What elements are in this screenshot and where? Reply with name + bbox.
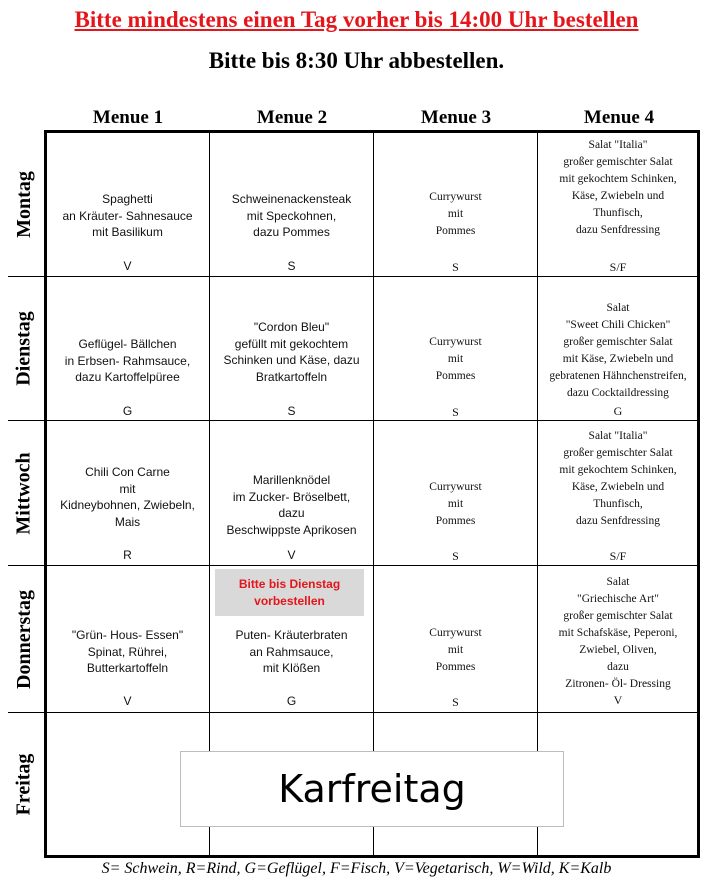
dish-line: dazu Senfdressing: [576, 224, 660, 236]
dish-line: Marillenknödel: [252, 473, 331, 487]
dish-line: Schweinenackensteak: [231, 192, 352, 206]
dish-line: großer gemischter Salat: [563, 336, 673, 348]
column-header-menue-4: Menue 4: [583, 107, 655, 128]
menu-cell: [374, 132, 537, 276]
day-label-montag: Montag: [12, 170, 35, 238]
dish-description: [538, 300, 698, 402]
preorder-note: [215, 569, 364, 616]
dish-line: dazu: [278, 506, 305, 520]
dish-line: Salat "Italia": [588, 139, 648, 151]
dish-line: an Kräuter- Sahnesauce: [62, 208, 193, 223]
dish-description: [46, 464, 209, 530]
dish-line: mit Basilikum: [92, 225, 163, 239]
dish-line: Pommes: [435, 515, 476, 527]
dish-line: Currywurst: [429, 336, 482, 348]
meat-code: G: [122, 404, 133, 418]
dish-line: in Erbsen- Rahmsauce,: [64, 353, 191, 368]
dish-line: mit gekochtem Schinken,: [559, 464, 677, 476]
dish-description: [46, 336, 209, 386]
row-divider: [8, 712, 700, 713]
dish-line: "Griechische Art": [577, 593, 659, 605]
dish-line: Thunfisch,: [593, 207, 643, 219]
dish-line: Butterkartoffeln: [86, 661, 169, 675]
day-label-dienstag: Dienstag: [12, 311, 35, 386]
dish-line: "Grün- Hous- Essen": [71, 628, 184, 642]
dish-line: mit: [447, 498, 464, 510]
allergen-legend: S= Schwein, R=Rind, G=Geflügel, F=Fisch, V=Vegetarisch, W=Wild, K=Kalb: [101, 860, 612, 877]
dish-description: [374, 334, 537, 385]
dish-line: Pommes: [435, 370, 476, 382]
dish-line: Pommes: [435, 225, 476, 237]
dish-line: Zwiebel, Oliven,: [579, 644, 657, 656]
menu-cell: [46, 277, 209, 420]
dish-line: Currywurst: [429, 191, 482, 203]
dish-line: "Sweet Chili Chicken": [565, 319, 671, 331]
dish-line: Bratkartoffeln: [255, 369, 328, 384]
dish-line: dazu: [607, 661, 629, 673]
meat-code: V: [287, 548, 296, 562]
dish-line: mit gekochtem Schinken,: [559, 173, 677, 185]
dish-line: Thunfisch,: [593, 498, 643, 510]
day-label-mittwoch: Mittwoch: [12, 451, 35, 535]
meat-code: S/F: [609, 549, 627, 563]
meat-code: G: [286, 694, 297, 708]
menu-cell: [46, 132, 209, 276]
dish-line: Currywurst: [429, 481, 482, 493]
dish-line: dazu Pommes: [253, 225, 330, 239]
dish-description: [210, 319, 373, 385]
dish-description: [210, 627, 373, 677]
column-header-menue-2: Menue 2: [256, 107, 328, 128]
meat-code: S: [452, 405, 459, 419]
preorder-note-line: vorbestellen: [254, 593, 325, 608]
dish-line: "Cordon Bleu": [253, 320, 330, 334]
column-header-menue-3: Menue 3: [420, 107, 492, 128]
dish-line: Salat: [606, 576, 630, 588]
dish-description: [374, 479, 537, 530]
dish-line: Pommes: [435, 661, 476, 673]
meat-code: S: [287, 404, 296, 418]
menu-cell: [374, 566, 537, 712]
menu-cell: [46, 566, 209, 712]
meat-code: S: [452, 260, 459, 274]
dish-line: großer gemischter Salat: [563, 447, 673, 459]
dish-line: großer gemischter Salat: [563, 156, 673, 168]
meat-code: V: [123, 259, 132, 273]
menu-cell: [374, 277, 537, 420]
menu-cell: [210, 421, 373, 565]
dish-line: Zitronen- Öl- Dressing: [565, 678, 671, 690]
dish-line: dazu Cocktaildressing: [567, 387, 669, 399]
column-header-menue-1: Menue 1: [92, 107, 164, 128]
holiday-banner: Karfreitag: [180, 751, 564, 827]
dish-line: mit Käse, Zwiebeln und: [562, 353, 674, 365]
dish-description: [538, 428, 698, 530]
dish-line: mit: [447, 208, 464, 220]
menu-cell: [538, 132, 698, 276]
dish-line: Käse, Zwiebeln und: [571, 190, 665, 202]
meat-code: S: [452, 695, 459, 709]
cancel-deadline-notice: Bitte bis 8:30 Uhr abbestellen.: [208, 48, 505, 73]
menu-cell: [538, 277, 698, 420]
dish-line: Spaghetti: [102, 192, 153, 206]
dish-line: Salat: [606, 302, 630, 314]
meat-code: V: [613, 693, 623, 707]
menu-cell: [210, 132, 373, 276]
menu-cell: [46, 421, 209, 565]
dish-line: im Zucker- Bröselbett,: [232, 489, 351, 504]
meat-code: S/F: [609, 260, 627, 274]
dish-line: mit Speckohnen,: [246, 208, 337, 223]
dish-line: mit: [447, 353, 464, 365]
dish-description: [210, 472, 373, 538]
dish-line: Beschwippste Aprikosen: [226, 522, 357, 537]
dish-line: Schinken und Käse, dazu: [223, 353, 360, 367]
dish-description: [374, 189, 537, 240]
meat-code: R: [123, 548, 132, 562]
dish-line: Salat "Italia": [588, 430, 648, 442]
preorder-note-line: Bitte bis Dienstag: [238, 576, 341, 591]
dish-description: [538, 574, 698, 693]
meat-code: S: [287, 259, 296, 273]
meat-code: G: [613, 404, 623, 418]
meat-code: S: [452, 549, 459, 563]
dish-description: [210, 191, 373, 241]
meat-code: V: [123, 694, 132, 708]
dish-line: mit Klößen: [262, 661, 321, 675]
dish-line: großer gemischter Salat: [563, 610, 673, 622]
dish-line: an Rahmsauce,: [249, 644, 334, 659]
dish-line: Kidneybohnen, Zwiebeln,: [60, 498, 195, 512]
dish-description: [538, 137, 698, 239]
menu-cell: [538, 421, 698, 565]
menu-cell: [538, 566, 698, 712]
dish-line: gefüllt mit gekochtem: [234, 336, 349, 351]
dish-line: Spinat, Rührei,: [87, 644, 168, 659]
dish-line: Käse, Zwiebeln und: [571, 481, 665, 493]
dish-line: Mais: [114, 514, 141, 529]
dish-line: mit: [119, 481, 136, 496]
dish-line: mit: [447, 644, 464, 656]
day-label-freitag: Freitag: [12, 753, 35, 816]
menu-cell: [374, 421, 537, 565]
dish-line: Geflügel- Bällchen: [78, 337, 177, 351]
dish-line: dazu Kartoffelpüree: [75, 370, 180, 384]
dish-line: Puten- Kräuterbraten: [235, 628, 348, 642]
dish-description: [374, 625, 537, 676]
dish-line: mit Schafskäse, Peperoni,: [558, 627, 678, 639]
order-deadline-notice: Bitte mindestens einen Tag vorher bis 14:00 Uhr bestellen: [74, 7, 639, 32]
dish-line: gebratenen Hähnchenstreifen,: [549, 370, 687, 382]
dish-line: Currywurst: [429, 627, 482, 639]
day-label-donnerstag: Donnerstag: [12, 589, 35, 689]
dish-line: Chili Con Carne: [85, 465, 170, 479]
menu-cell: [210, 277, 373, 420]
dish-line: dazu Senfdressing: [576, 515, 660, 527]
dish-description: [46, 627, 209, 677]
dish-description: [46, 191, 209, 241]
